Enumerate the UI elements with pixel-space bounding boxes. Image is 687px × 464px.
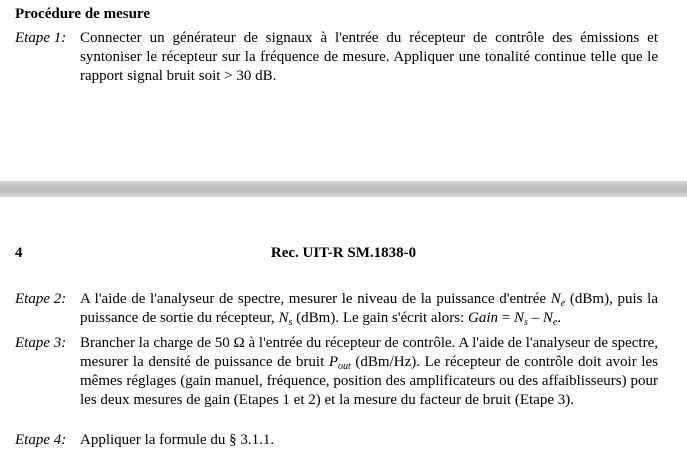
step-2-text-b: (dBm), puis la puissance de sortie du récepteur, — [80, 291, 658, 326]
step-1-label: Etape 1: — [15, 30, 67, 46]
var-ns: N — [278, 310, 289, 326]
gain-label: Gain — [468, 310, 498, 326]
sub-s-2: s — [523, 317, 528, 328]
step-2-text-a: A l'aide de l'analyseur de spectre, mesurer le niveau de la puissance d'entrée — [80, 291, 551, 307]
step-2 — [15, 290, 675, 328]
var-ne-2: N — [542, 310, 553, 326]
section-heading: Procédure de mesure — [15, 6, 150, 22]
sub-e: e — [560, 298, 566, 309]
var-p: P — [328, 354, 339, 370]
step-2-text-f: . — [557, 310, 562, 326]
step-3 — [15, 334, 675, 410]
recommendation-title: Rec. UIT-R SM.1838-0 — [270, 245, 417, 261]
page-separator — [0, 181, 687, 197]
sub-e-2: e — [552, 317, 558, 328]
page-number: 4 — [15, 245, 23, 261]
step-2-text-e: – — [527, 310, 543, 326]
sub-out: out — [338, 361, 351, 372]
page-bottom — [0, 197, 687, 464]
step-3-text-a: Brancher la charge de 50 Ω à l'entrée du récepteur de contrôle. A l'aide de l'analyseur de spectre, mesurer la densité de puissance de bruit — [80, 335, 658, 370]
var-ns-2: N — [513, 310, 524, 326]
step-2-text-c: (dBm). Le gain s'écrit alors: — [292, 310, 468, 326]
sub-s: s — [288, 317, 293, 328]
page-top — [0, 0, 687, 181]
step-3-text — [80, 334, 658, 410]
step-4-text: Appliquer la formule du § 3.1.1. — [80, 432, 275, 448]
step-1 — [15, 29, 675, 86]
step-2-text-d: = — [498, 310, 514, 326]
step-1-text: Connecter un générateur de signaux à l'entrée du récepteur de contrôle des émissions et syntoniser le récepteur sur la fréquence de mesure. Appliquer une tonalité continue telle que le rapport signal bruit soit > 30 dB. — [80, 30, 658, 84]
step-4-label: Etape 4: — [15, 432, 67, 448]
step-3-label: Etape 3: — [15, 335, 67, 351]
step-3-text-b: (dBm/Hz). Le récepteur de contrôle doit avoir les mêmes réglages (gain manuel, fréquence, position des amplificateurs ou des affaiblisseurs) pour les deux mesures de gain (Etapes 1 et 2) et la mesure du facteur de bruit (Etape 3). — [80, 354, 658, 408]
var-ne: N — [550, 291, 561, 307]
step-4 — [15, 431, 675, 450]
step-2-text — [80, 290, 658, 328]
step-2-label: Etape 2: — [15, 291, 67, 307]
